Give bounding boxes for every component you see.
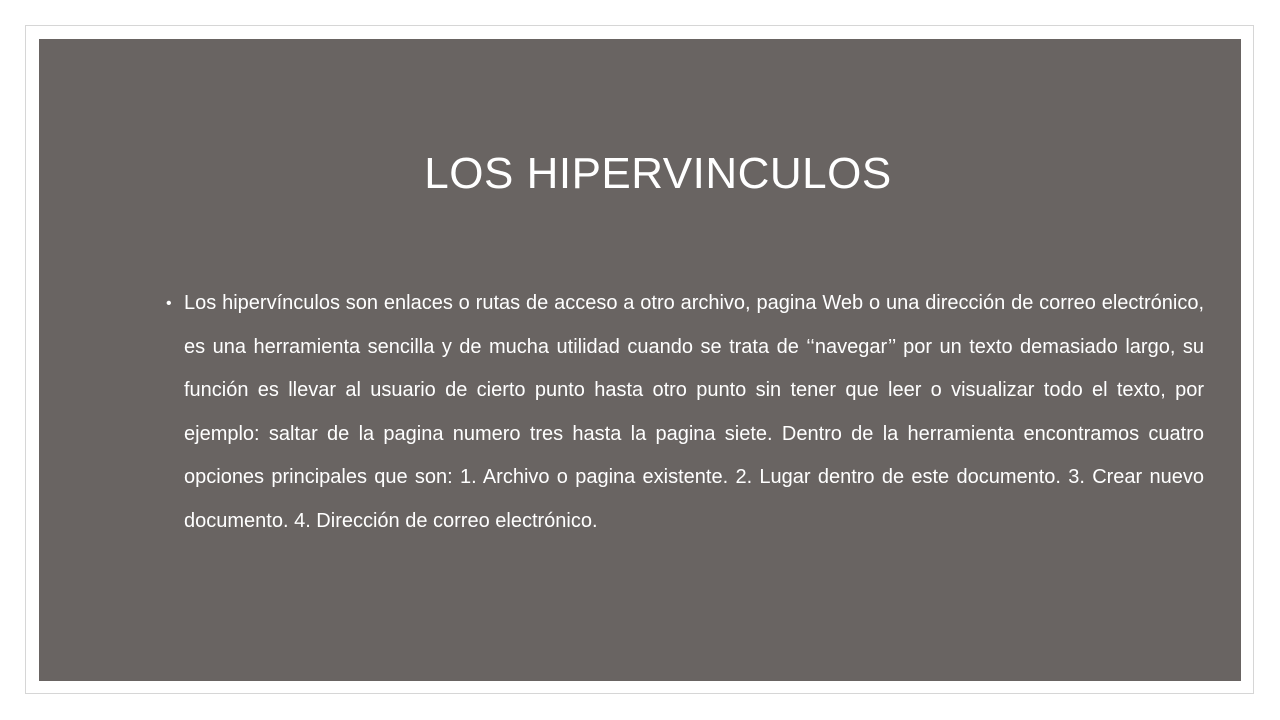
bullet-text: Los hipervínculos son enlaces o rutas de acceso a otro archivo, pagina Web o una dirección de correo electrónico, es una herramienta sencilla y de mucha utilidad cuando se trata de ‘‘navegar’’ por un texto demasiado largo, su función es llevar al usuario de cierto punto hasta otro punto sin tener que leer o visualizar todo el texto, por ejemplo: saltar de la pagina numero tres hasta la pagina siete. Dentro de la herramienta encontramos cuatro opciones principales que son: 1. Archivo o pagina existente. 2. Lugar dentro de este documento. 3. Crear nuevo documento. 4. Dirección de correo electrónico. (184, 292, 1204, 532)
bullet-list (164, 282, 1204, 543)
bullet-marker: • (166, 295, 172, 312)
slide-panel (39, 39, 1241, 681)
bullet-item (164, 282, 1204, 543)
slide-title: LOS HIPERVINCULOS (424, 149, 892, 198)
